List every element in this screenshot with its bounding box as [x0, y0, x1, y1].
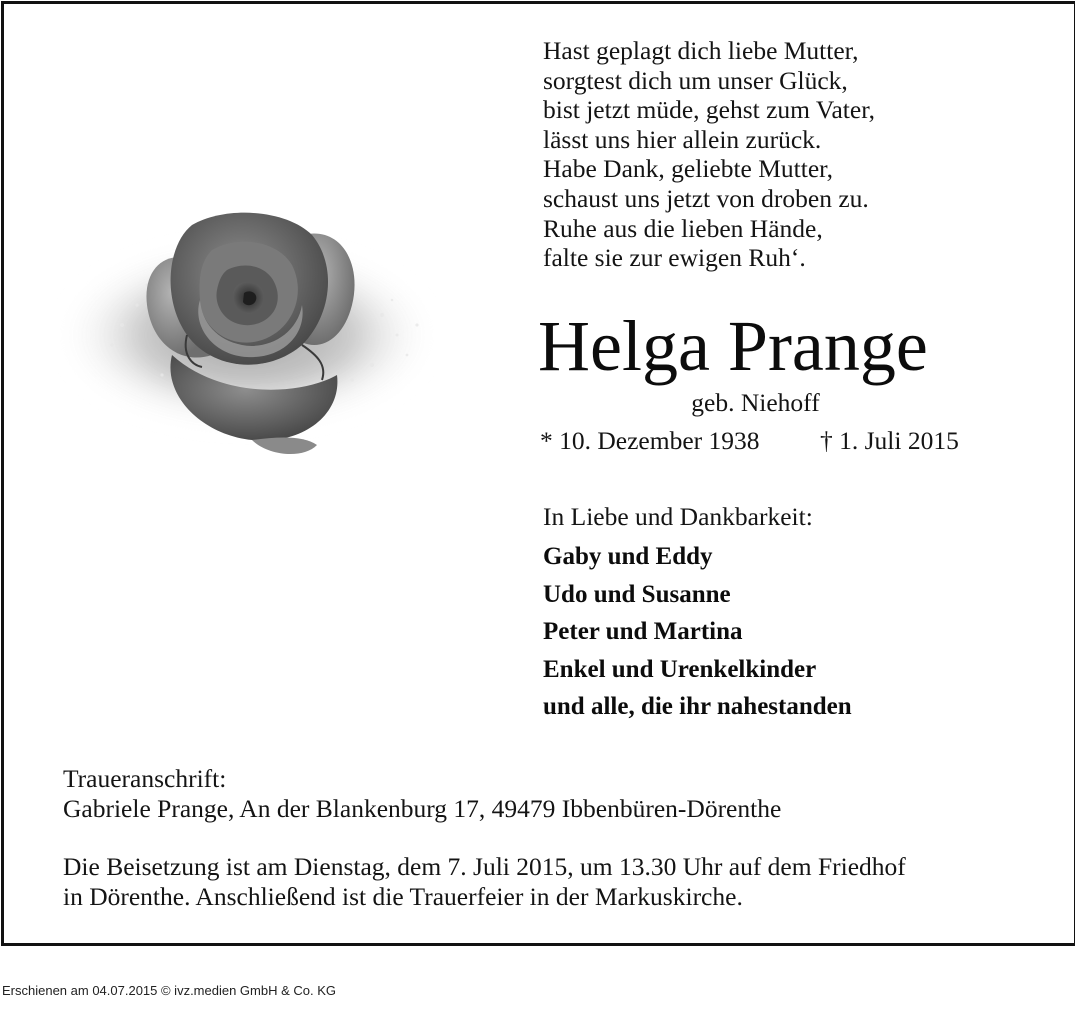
- address-label: Traueranschrift:: [63, 764, 227, 793]
- poem-line: Hast geplagt dich liebe Mutter,: [543, 36, 859, 65]
- poem-line: Habe Dank, geliebte Mutter,: [543, 154, 834, 184]
- poem: [543, 36, 875, 273]
- mourner-name: Peter und Martina: [543, 618, 743, 645]
- birth-date: * 10. Dezember 1938: [540, 426, 760, 455]
- publication-footer: Erschienen am 04.07.2015 © ivz.medien GmbH & Co. KG: [2, 983, 337, 998]
- rose-icon: [52, 205, 442, 470]
- mourning-address: [63, 764, 781, 824]
- mourners-list: [543, 538, 852, 726]
- poem-line: bist jetzt müde, gehst zum Vater,: [543, 95, 876, 125]
- funeral-line: in Dörenthe. Anschließend ist die Trauerfeier in der Markuskirche.: [63, 882, 743, 911]
- maiden-name: geb. Niehoff: [691, 388, 820, 417]
- mourner-name: und alle, die ihr nahestanden: [543, 693, 852, 720]
- poem-line: sorgtest dich um unser Glück,: [543, 65, 848, 95]
- poem-line: falte sie zur ewigen Ruh‘.: [543, 243, 806, 273]
- mourner-name: Enkel und Urenkelkinder: [543, 655, 817, 683]
- mourner-name: Gaby und Eddy: [543, 543, 713, 570]
- address-value: Gabriele Prange, An der Blankenburg 17, 49479 Ibbenbüren-Dörenthe: [63, 794, 782, 823]
- mourners-intro: In Liebe und Dankbarkeit:: [543, 502, 813, 531]
- funeral-line: Die Beisetzung ist am Dienstag, dem 7. Juli 2015, um 13.30 Uhr auf dem Friedhof: [63, 852, 906, 881]
- deceased-name: Helga Prange: [538, 306, 928, 386]
- mourner-name: Udo und Susanne: [543, 580, 731, 608]
- death-date: † 1. Juli 2015: [820, 426, 959, 455]
- poem-line: Ruhe aus die lieben Hände,: [543, 213, 823, 243]
- poem-line: lässt uns hier allein zurück.: [543, 124, 822, 154]
- funeral-notice: [63, 852, 906, 912]
- poem-line: schaust uns jetzt von droben zu.: [543, 183, 869, 213]
